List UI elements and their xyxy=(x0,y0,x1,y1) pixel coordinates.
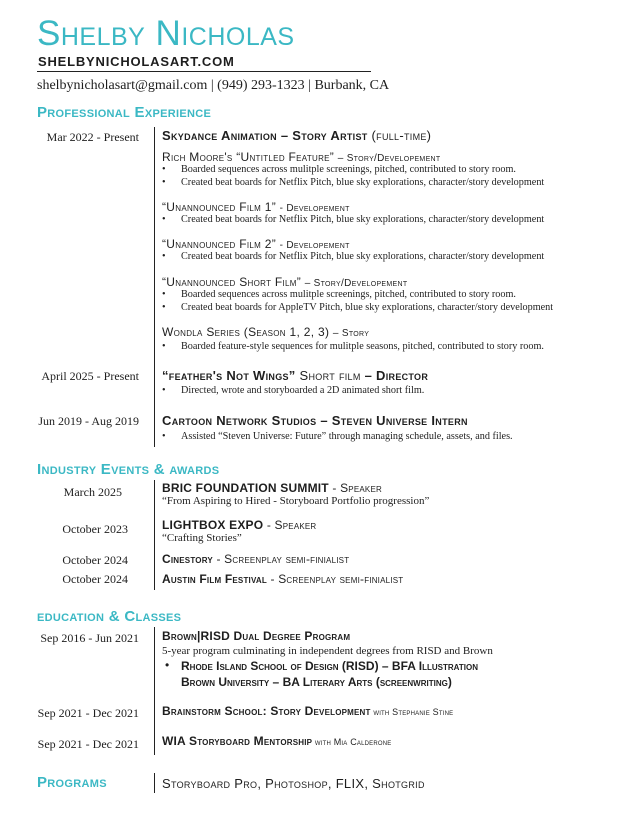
event-name: LIGHTBOX EXPO xyxy=(162,518,264,532)
job-role: Director xyxy=(376,368,429,383)
education-date: Sep 2021 - Dec 2021 xyxy=(37,706,139,720)
bullet-item: • Assisted “Steven Universe: Future” through managing schedule, assets, and files. xyxy=(181,430,513,443)
film-title: “feather's Not Wings” xyxy=(162,368,296,383)
event-subtitle: “Crafting Stories” xyxy=(162,532,242,544)
project-title: Wondla Series (Season 1, 2, 3) xyxy=(162,325,330,339)
event-name: Cinestory xyxy=(162,552,213,566)
class-instructor: with Mia Calderone xyxy=(312,737,392,747)
event-heading xyxy=(162,481,382,496)
project-title: “Unannounced Film 2” xyxy=(162,237,277,251)
job-role: Steven Universe Intern xyxy=(331,413,468,428)
education-date: Sep 2021 - Dec 2021 xyxy=(37,737,139,751)
bullet-item: • Created beat boards for Netflix Pitch, blue sky explorations, character/story development xyxy=(181,213,544,226)
resume-name: Shelby Nicholas xyxy=(37,14,295,53)
event-role: - Screenplay semi-finialist xyxy=(266,572,404,586)
project-title: “Unannounced Short Film” xyxy=(162,275,302,289)
company-name: Skydance Animation xyxy=(162,128,277,143)
project-title: Rich Moore's “Untitled Feature” xyxy=(162,150,335,164)
heading-dash: – xyxy=(364,368,373,383)
job-heading xyxy=(162,413,468,429)
education-divider xyxy=(154,627,155,755)
job-type: (full-time) xyxy=(371,128,432,143)
class-heading xyxy=(162,704,453,720)
bullet-item: • Created beat boards for AppleTV Pitch, blue sky explorations, character/story development xyxy=(181,301,553,314)
job-dates: April 2025 - Present xyxy=(41,369,139,383)
class-name: Brainstorm School: Story Development xyxy=(162,704,371,718)
header-divider xyxy=(37,71,371,72)
event-date: March 2025 xyxy=(63,485,122,499)
heading-dash: – xyxy=(320,413,328,428)
class-name: WIA Storyboard Mentorship xyxy=(162,734,313,748)
job-heading xyxy=(162,368,428,384)
bullet-item: • Boarded sequences across mulitple screenings, pitched, contributed to story room. xyxy=(181,288,516,301)
section-title-events: Industry Events & awards xyxy=(37,461,220,478)
heading-dash: – xyxy=(280,128,289,143)
bullet-item: • Boarded feature-style sequences for mulitple seasons, pitched, contributed to story room. xyxy=(181,340,544,353)
degree-item: Rhode Island School of Design (RISD) – BFA Illustration xyxy=(181,659,478,673)
bullet-item: • Boarded sequences across mulitple screenings, pitched, contributed to story room. xyxy=(181,163,516,176)
degree-bullet-mark: • xyxy=(165,658,170,672)
event-date: October 2024 xyxy=(62,572,128,586)
experience-divider xyxy=(154,127,155,447)
education-date: Sep 2016 - Jun 2021 xyxy=(40,631,139,645)
event-role: - Speaker xyxy=(328,481,382,495)
event-subtitle: “From Aspiring to Hired - Storyboard Portfolio progression” xyxy=(162,495,430,507)
section-title-professional: Professional Experience xyxy=(37,104,212,121)
job-dates: Jun 2019 - Aug 2019 xyxy=(38,414,139,428)
section-title-education: education & Classes xyxy=(37,608,182,625)
bullet-item: • Created beat boards for Netflix Pitch, blue sky explorations, character/story development xyxy=(181,176,544,189)
bullet-item: • Directed, wrote and storyboarded a 2D animated short film. xyxy=(181,384,424,397)
job-heading xyxy=(162,128,431,144)
job-dates: Mar 2022 - Present xyxy=(46,130,139,144)
section-title-programs: Programs xyxy=(37,774,107,791)
event-date: October 2023 xyxy=(62,522,128,536)
class-heading xyxy=(162,734,392,750)
project-title: “Unannounced Film 1” xyxy=(162,200,277,214)
event-heading xyxy=(162,518,316,533)
event-role: - Screenplay semi-finialist xyxy=(212,552,350,566)
class-instructor: with Stephanie Stine xyxy=(370,707,454,717)
project-role: - Developement xyxy=(279,240,350,251)
project-heading xyxy=(162,325,369,341)
program-name: Brown|RISD Dual Degree Program xyxy=(162,629,351,643)
program-subtitle: 5-year program culminating in independent degrees from RISD and Brown xyxy=(162,645,493,657)
project-role: – Story/Developement xyxy=(337,153,441,164)
project-role: – Story xyxy=(332,328,370,339)
event-heading xyxy=(162,552,349,567)
film-kind: Short film xyxy=(299,368,361,383)
website-link[interactable]: SHELBYNICHOLASART.COM xyxy=(38,54,235,69)
programs-list: Storyboard Pro, Photoshop, FLIX, Shotgrid xyxy=(162,776,425,791)
bullet-item: • Created beat boards for Netflix Pitch, blue sky explorations, character/story development xyxy=(181,250,544,263)
events-divider xyxy=(154,480,155,590)
event-role: - Speaker xyxy=(263,518,317,532)
event-date: October 2024 xyxy=(62,553,128,567)
contact-line: shelbynicholasart@gmail.com | (949) 293-1323 | Burbank, CA xyxy=(37,78,390,93)
event-name: BRIC FOUNDATION SUMMIT xyxy=(162,481,329,495)
event-heading xyxy=(162,572,403,587)
degree-item: Brown University – BA Literary Arts (screenwriting) xyxy=(181,675,452,689)
project-role: - Developement xyxy=(279,203,350,214)
company-name: Cartoon Network Studios xyxy=(162,413,317,428)
project-role: – Story/Developement xyxy=(304,278,408,289)
job-role: Story Artist xyxy=(292,128,368,143)
event-name: Austin Film Festival xyxy=(162,572,267,586)
programs-divider xyxy=(154,773,155,793)
